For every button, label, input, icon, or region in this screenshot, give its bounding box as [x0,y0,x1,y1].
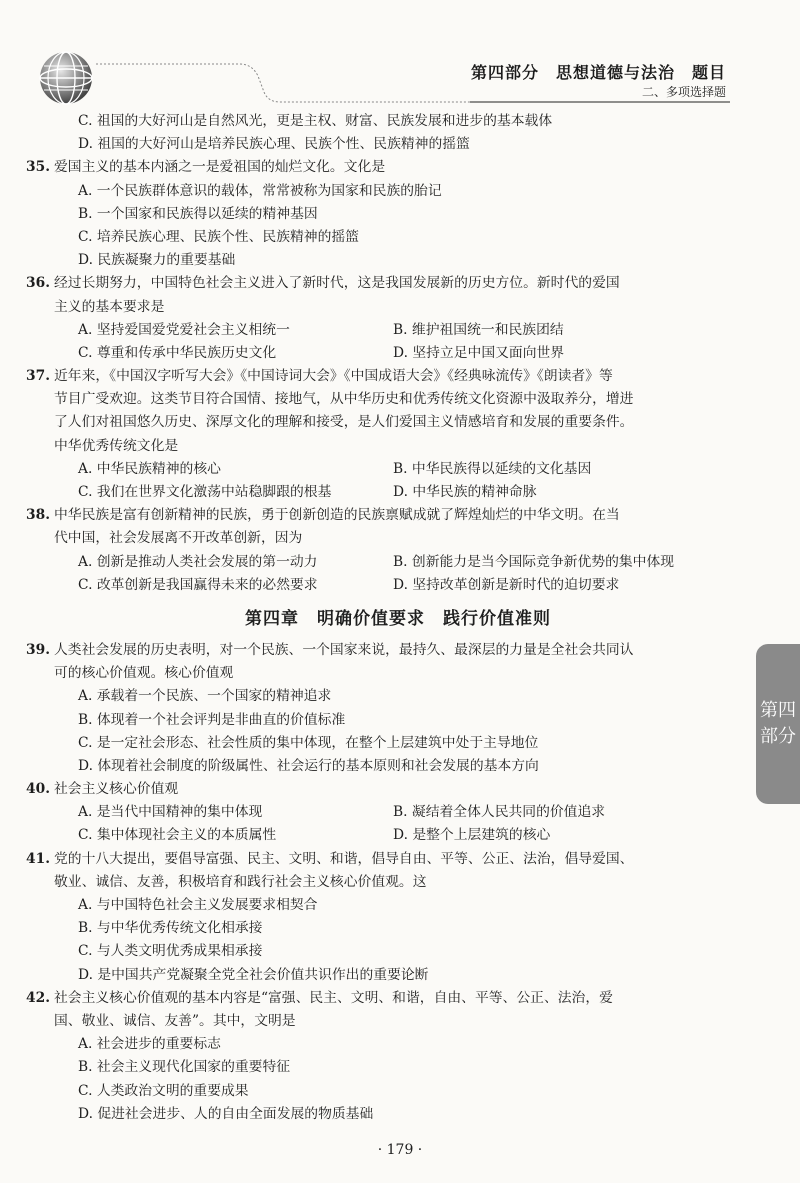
question-text: 人类社会发展的历史表明，对一个民族、一个国家来说，最持久、最深层的力量是全社会共同认 [54,641,634,658]
option-left: A. 创新是推动人类社会发展的第一动力 [78,553,318,570]
option-text: A. 承载着一个民族、一个国家的精神追求 [78,688,332,705]
text-line [54,1010,742,1033]
text-line [54,110,742,133]
option-right: B. 中华民族得以延续的文化基因 [393,460,592,477]
option-text: B. 与中华优秀传统文化相承接 [78,920,263,937]
question-text: 经过长期努力，中国特色社会主义进入了新时代，这是我国发展新的历史方位。新时代的爱国 [54,275,620,292]
question-number: 36. [26,275,51,292]
text-line [54,1033,742,1056]
question-number: 37. [26,368,51,385]
option-text: B. 一个国家和民族得以延续的精神基因 [78,205,318,222]
text-line [54,824,742,847]
question-text: 敬业、诚信、友善，积极培育和践行社会主义核心价值观。这 [54,873,427,890]
page-number: · 179 · [377,1142,423,1158]
text-line [54,296,742,319]
question-text: 节目广受欢迎。这类节目符合国情、接地气，从中华历史和优秀传统文化资源中汲取养分，增进 [54,391,634,408]
text-line [54,709,742,732]
text-line [54,458,742,481]
option-right: D. 坚持立足中国又面向世界 [393,344,565,361]
globe-logo-icon [38,50,94,106]
option-left: A. 是当代中国精神的集中体现 [78,804,263,821]
option-text: C. 人类政治文明的重要成果 [78,1082,249,1099]
option-text: C. 是一定社会形态、社会性质的集中体现，在整个上层建筑中处于主导地位 [78,734,539,751]
text-line [26,778,742,801]
option-text: C. 祖国的大好河山是自然风光，更是主权、财富、民族发展和进步的基本载体 [78,113,553,129]
question-number: 40. [26,781,51,798]
option-pair [54,458,742,481]
text-line [26,848,742,871]
text-line [26,365,742,388]
question-number: 39. [26,641,51,658]
text-line [54,388,742,411]
option-right: B. 维护祖国统一和民族团结 [393,321,564,338]
question-text: 社会主义核心价值观的基本内容是“富强、民主、文明、和谐，自由、平等、公正、法治，爱 [54,989,613,1006]
option-pair [54,574,742,597]
text-line [54,411,742,434]
text-line [54,435,742,458]
option-pair [54,801,742,824]
option-left: C. 集中体现社会主义的本质属性 [78,827,277,844]
question-text: 社会主义核心价值观 [54,781,179,798]
text-line [26,156,742,179]
question-block-part2 [26,639,742,1126]
question-number: 38. [26,507,51,524]
text-line [26,504,742,527]
text-line [54,1080,742,1103]
option-text: D. 促进社会进步、人的自由全面发展的物质基础 [78,1105,374,1122]
text-line [54,342,742,365]
question-text: 党的十八大提出，要倡导富强、民主、文明、和谐，倡导自由、平等、公正、法治，倡导爱国、 [54,850,634,867]
option-right: B. 凝结着全体人民共同的价值追求 [393,804,606,821]
header-subtitle: 二、多项选择题 [641,85,726,99]
option-text: D. 是中国共产党凝聚全党全社会价值共识作出的重要论断 [78,966,429,983]
option-left: A. 中华民族精神的核心 [78,460,221,477]
text-line [54,732,742,755]
text-line [54,894,742,917]
question-text: 了人们对祖国悠久历史、深厚文化的理解和接受，是人们爱国主义情感培育和发展的重要条件。 [54,414,634,431]
question-number: 42. [26,989,51,1006]
question-number: 41. [26,850,51,867]
option-left: C. 我们在世界文化激荡中站稳脚跟的根基 [78,484,332,500]
option-pair [54,342,742,365]
text-line [54,180,742,203]
text-line [54,133,742,156]
question-text: 主义的基本要求是 [54,298,165,315]
option-left: A. 坚持爱国爱党爱社会主义相统一 [78,321,290,338]
question-text: 中华优秀传统文化是 [54,437,179,454]
question-text: 爱国主义的基本内涵之一是爱祖国的灿烂文化。文化是 [54,159,386,176]
text-line [54,801,742,824]
text-line [54,249,742,272]
text-line [54,662,742,685]
text-line [54,226,742,249]
text-line [54,1056,742,1079]
text-line [54,940,742,963]
text-line [26,987,742,1010]
text-line [54,917,742,940]
text-line [26,272,742,295]
option-text: A. 与中国特色社会主义发展要求相契合 [78,897,318,913]
option-pair [54,551,742,574]
page-header [0,0,800,110]
text-line [54,319,742,342]
question-number: 35. [26,159,51,176]
option-text: D. 体现着社会制度的阶级属性、社会运行的基本原则和社会发展的基本方向 [78,757,539,774]
option-right: D. 是整个上层建筑的核心 [393,827,551,844]
text-line [54,574,742,597]
header-title: 第四部分 思想道德与法治 题目 [470,63,726,82]
section-tab-line2: 部分 [760,726,796,747]
option-text: B. 体现着一个社会评判是非曲直的价值标准 [78,711,346,728]
question-text: 可的核心价值观。核心价值观 [54,665,234,682]
text-line [54,871,742,894]
section-tab [756,644,800,804]
text-line [26,639,742,662]
option-text: D. 祖国的大好河山是培养民族心理、民族个性、民族精神的摇篮 [78,136,470,153]
option-right: B. 创新能力是当今国际竞争新优势的集中体现 [393,553,675,570]
question-text: 近年来，《中国汉字听写大会》《中国诗词大会》《中国成语大会》《经典咏流传》《朗读者》等 [54,368,613,385]
question-content [26,110,742,1126]
text-line [54,1103,742,1126]
section-tab-line1: 第四 [760,700,796,721]
question-text: 中华民族是富有创新精神的民族，勇于创新创造的民族禀赋成就了辉煌灿烂的中华文明。在当 [54,507,620,524]
text-line [54,481,742,504]
text-line [54,203,742,226]
text-line [54,551,742,574]
text-line [54,527,742,550]
option-left: C. 改革创新是我国赢得未来的必然要求 [78,576,318,593]
question-text: 国、敬业、诚信、友善”。其中，文明是 [54,1012,296,1029]
text-line [54,964,742,987]
option-text: A. 社会进步的重要标志 [78,1036,221,1053]
option-left: C. 尊重和传承中华民族历史文化 [78,344,277,361]
question-block-part1 [26,110,742,597]
option-text: A. 一个民族群体意识的载体，常常被称为国家和民族的胎记 [78,182,442,199]
option-right: D. 中华民族的精神命脉 [393,484,537,500]
text-line [54,685,742,708]
text-line [54,755,742,778]
chapter-heading: 第四章 明确价值要求 践行价值准则 [245,608,551,629]
option-text: C. 与人类文明优秀成果相承接 [78,943,263,960]
option-pair [54,824,742,847]
option-text: B. 社会主义现代化国家的重要特征 [78,1059,291,1076]
option-text: D. 民族凝聚力的重要基础 [78,252,236,269]
question-text: 代中国，社会发展离不开改革创新，因为 [54,530,303,547]
option-pair [54,319,742,342]
option-text: C. 培养民族心理、民族个性、民族精神的摇篮 [78,228,359,245]
option-pair [54,481,742,504]
option-right: D. 坚持改革创新是新时代的迫切要求 [393,576,620,593]
